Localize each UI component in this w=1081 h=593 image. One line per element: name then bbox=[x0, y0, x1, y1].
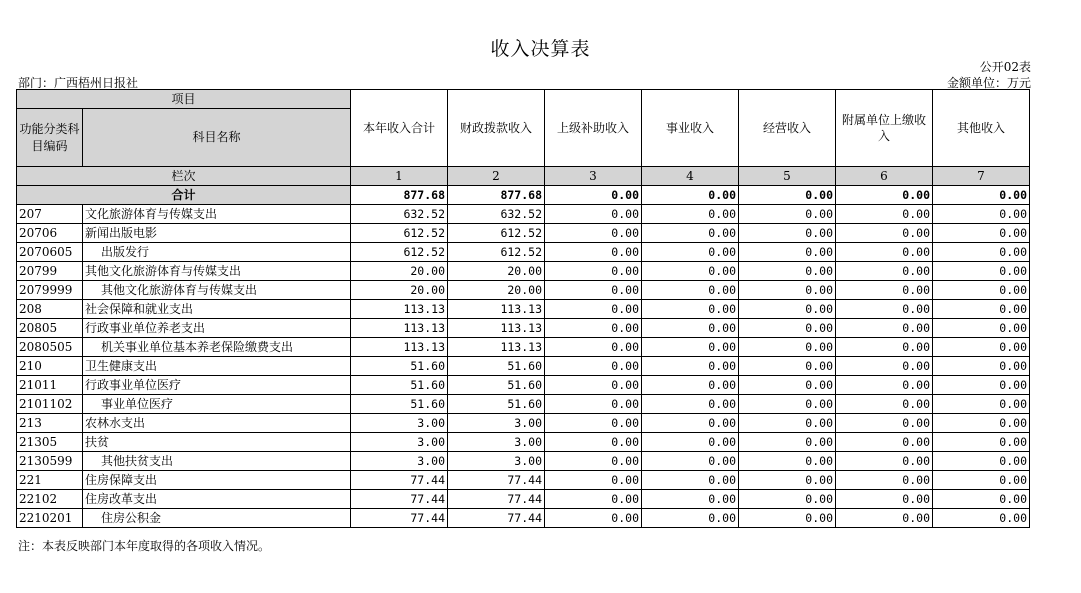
row-code: 213 bbox=[17, 414, 83, 433]
table-row bbox=[17, 471, 1030, 490]
row-value: 0.00 bbox=[836, 509, 933, 528]
row-value: 0.00 bbox=[933, 205, 1030, 224]
header-project: 项目 bbox=[17, 90, 351, 109]
row-value: 0.00 bbox=[739, 490, 836, 509]
row-value: 113.13 bbox=[351, 300, 448, 319]
table-row bbox=[17, 376, 1030, 395]
row-value: 0.00 bbox=[836, 490, 933, 509]
row-value: 113.13 bbox=[351, 338, 448, 357]
table-row bbox=[17, 490, 1030, 509]
row-subject-name: 住房保障支出 bbox=[83, 471, 351, 490]
row-value: 0.00 bbox=[739, 281, 836, 300]
col-number: 7 bbox=[933, 167, 1030, 186]
row-value: 3.00 bbox=[448, 414, 545, 433]
row-code: 20706 bbox=[17, 224, 83, 243]
table-row bbox=[17, 338, 1030, 357]
row-value: 0.00 bbox=[545, 300, 642, 319]
row-value: 0.00 bbox=[836, 262, 933, 281]
col-number: 2 bbox=[448, 167, 545, 186]
row-code: 208 bbox=[17, 300, 83, 319]
row-value: 0.00 bbox=[545, 433, 642, 452]
table-row bbox=[17, 205, 1030, 224]
row-value: 0.00 bbox=[836, 243, 933, 262]
row-value: 0.00 bbox=[933, 452, 1030, 471]
row-subject-name: 出版发行 bbox=[83, 243, 351, 262]
col-number: 1 bbox=[351, 167, 448, 186]
row-value: 113.13 bbox=[448, 338, 545, 357]
total-cell: 877.68 bbox=[448, 186, 545, 205]
row-code: 2101102 bbox=[17, 395, 83, 414]
row-code: 21305 bbox=[17, 433, 83, 452]
row-value: 51.60 bbox=[351, 376, 448, 395]
row-value: 0.00 bbox=[642, 205, 739, 224]
row-value: 0.00 bbox=[545, 471, 642, 490]
row-value: 0.00 bbox=[739, 338, 836, 357]
row-value: 0.00 bbox=[836, 319, 933, 338]
row-subject-name: 扶贫 bbox=[83, 433, 351, 452]
row-value: 0.00 bbox=[739, 224, 836, 243]
report-title: 收入决算表 bbox=[490, 38, 591, 60]
row-subject-name: 机关事业单位基本养老保险缴费支出 bbox=[83, 338, 351, 357]
row-value: 0.00 bbox=[836, 395, 933, 414]
row-code: 2210201 bbox=[17, 509, 83, 528]
footnote: 注：本表反映部门本年度取得的各项收入情况。 bbox=[18, 539, 271, 553]
row-value: 0.00 bbox=[739, 243, 836, 262]
row-value: 0.00 bbox=[739, 414, 836, 433]
row-value: 0.00 bbox=[836, 205, 933, 224]
row-value: 77.44 bbox=[448, 471, 545, 490]
row-code: 210 bbox=[17, 357, 83, 376]
row-value: 0.00 bbox=[933, 395, 1030, 414]
total-cell: 0.00 bbox=[642, 186, 739, 205]
row-subject-name: 农林水支出 bbox=[83, 414, 351, 433]
row-value: 20.00 bbox=[448, 281, 545, 300]
row-value: 0.00 bbox=[933, 224, 1030, 243]
row-value: 0.00 bbox=[545, 319, 642, 338]
row-value: 0.00 bbox=[545, 205, 642, 224]
row-value: 77.44 bbox=[448, 509, 545, 528]
row-code: 207 bbox=[17, 205, 83, 224]
department-label: 部门：广西梧州日报社 bbox=[18, 76, 139, 90]
table-row bbox=[17, 224, 1030, 243]
row-value: 0.00 bbox=[642, 357, 739, 376]
row-value: 0.00 bbox=[933, 338, 1030, 357]
table-row bbox=[17, 357, 1030, 376]
total-cell: 0.00 bbox=[545, 186, 642, 205]
row-value: 0.00 bbox=[933, 262, 1030, 281]
row-subject-name: 文化旅游体育与传媒支出 bbox=[83, 205, 351, 224]
row-value: 0.00 bbox=[739, 509, 836, 528]
row-value: 0.00 bbox=[739, 452, 836, 471]
row-value: 0.00 bbox=[933, 414, 1030, 433]
row-value: 0.00 bbox=[836, 338, 933, 357]
table-row bbox=[17, 433, 1030, 452]
row-code: 20805 bbox=[17, 319, 83, 338]
row-value: 77.44 bbox=[351, 471, 448, 490]
col-number: 4 bbox=[642, 167, 739, 186]
row-subject-name: 社会保障和就业支出 bbox=[83, 300, 351, 319]
header-col-4: 事业收入 bbox=[642, 90, 739, 167]
row-value: 0.00 bbox=[933, 319, 1030, 338]
header-col-1: 本年收入合计 bbox=[351, 90, 448, 167]
row-value: 0.00 bbox=[739, 471, 836, 490]
row-value: 0.00 bbox=[545, 414, 642, 433]
row-value: 51.60 bbox=[351, 357, 448, 376]
unit-label: 金额单位：万元 bbox=[946, 76, 1031, 90]
row-subject-name: 新闻出版电影 bbox=[83, 224, 351, 243]
row-subject-name: 住房改革支出 bbox=[83, 490, 351, 509]
row-value: 612.52 bbox=[351, 224, 448, 243]
row-value: 0.00 bbox=[739, 262, 836, 281]
total-row bbox=[17, 186, 1030, 205]
header-col-3: 上级补助收入 bbox=[545, 90, 642, 167]
row-subject-name: 事业单位医疗 bbox=[83, 395, 351, 414]
col-number: 3 bbox=[545, 167, 642, 186]
col-number: 6 bbox=[836, 167, 933, 186]
row-code: 21011 bbox=[17, 376, 83, 395]
total-label: 合计 bbox=[17, 186, 351, 205]
row-value: 0.00 bbox=[933, 433, 1030, 452]
row-value: 0.00 bbox=[642, 376, 739, 395]
header-col-6: 附属单位上缴收入 bbox=[836, 90, 933, 167]
row-value: 0.00 bbox=[933, 281, 1030, 300]
row-value: 0.00 bbox=[836, 452, 933, 471]
row-code: 2130599 bbox=[17, 452, 83, 471]
row-value: 0.00 bbox=[836, 224, 933, 243]
row-value: 0.00 bbox=[933, 471, 1030, 490]
table-row bbox=[17, 262, 1030, 281]
row-value: 0.00 bbox=[836, 414, 933, 433]
row-value: 0.00 bbox=[933, 509, 1030, 528]
header-row-label: 栏次 bbox=[17, 167, 351, 186]
row-value: 0.00 bbox=[642, 452, 739, 471]
row-subject-name: 其他扶贫支出 bbox=[83, 452, 351, 471]
row-value: 0.00 bbox=[545, 224, 642, 243]
table-row bbox=[17, 452, 1030, 471]
total-cell: 0.00 bbox=[933, 186, 1030, 205]
header-col-7: 其他收入 bbox=[933, 90, 1030, 167]
row-value: 0.00 bbox=[545, 452, 642, 471]
row-code: 2079999 bbox=[17, 281, 83, 300]
row-value: 0.00 bbox=[642, 281, 739, 300]
row-code: 22102 bbox=[17, 490, 83, 509]
row-value: 0.00 bbox=[545, 509, 642, 528]
row-value: 0.00 bbox=[836, 357, 933, 376]
row-subject-name: 卫生健康支出 bbox=[83, 357, 351, 376]
row-value: 51.60 bbox=[448, 395, 545, 414]
row-value: 0.00 bbox=[642, 433, 739, 452]
row-value: 0.00 bbox=[545, 281, 642, 300]
row-value: 612.52 bbox=[351, 243, 448, 262]
row-value: 77.44 bbox=[351, 509, 448, 528]
row-value: 77.44 bbox=[448, 490, 545, 509]
row-value: 113.13 bbox=[448, 300, 545, 319]
row-value: 0.00 bbox=[933, 376, 1030, 395]
income-table bbox=[16, 89, 1030, 528]
row-subject-name: 行政事业单位养老支出 bbox=[83, 319, 351, 338]
row-value: 0.00 bbox=[642, 224, 739, 243]
row-code: 20799 bbox=[17, 262, 83, 281]
row-value: 0.00 bbox=[739, 433, 836, 452]
row-value: 0.00 bbox=[739, 319, 836, 338]
row-value: 3.00 bbox=[351, 452, 448, 471]
table-row bbox=[17, 243, 1030, 262]
row-value: 0.00 bbox=[933, 357, 1030, 376]
row-value: 0.00 bbox=[545, 490, 642, 509]
row-value: 0.00 bbox=[933, 490, 1030, 509]
row-value: 0.00 bbox=[739, 205, 836, 224]
total-cell: 877.68 bbox=[351, 186, 448, 205]
row-value: 632.52 bbox=[448, 205, 545, 224]
row-value: 0.00 bbox=[642, 262, 739, 281]
total-cell: 0.00 bbox=[836, 186, 933, 205]
row-value: 0.00 bbox=[836, 281, 933, 300]
row-value: 0.00 bbox=[545, 395, 642, 414]
row-value: 51.60 bbox=[448, 376, 545, 395]
table-row bbox=[17, 319, 1030, 338]
header-col-2: 财政拨款收入 bbox=[448, 90, 545, 167]
row-code: 2080505 bbox=[17, 338, 83, 357]
row-value: 0.00 bbox=[836, 433, 933, 452]
row-value: 113.13 bbox=[448, 319, 545, 338]
row-value: 612.52 bbox=[448, 224, 545, 243]
row-value: 3.00 bbox=[351, 433, 448, 452]
table-row bbox=[17, 300, 1030, 319]
row-subject-name: 其他文化旅游体育与传媒支出 bbox=[83, 262, 351, 281]
row-value: 612.52 bbox=[448, 243, 545, 262]
total-cell: 0.00 bbox=[739, 186, 836, 205]
row-value: 0.00 bbox=[642, 490, 739, 509]
row-value: 20.00 bbox=[351, 281, 448, 300]
row-value: 3.00 bbox=[448, 452, 545, 471]
row-value: 0.00 bbox=[933, 300, 1030, 319]
table-row bbox=[17, 509, 1030, 528]
row-value: 0.00 bbox=[642, 509, 739, 528]
row-value: 77.44 bbox=[351, 490, 448, 509]
row-value: 0.00 bbox=[545, 376, 642, 395]
row-value: 0.00 bbox=[836, 376, 933, 395]
row-value: 20.00 bbox=[448, 262, 545, 281]
row-value: 0.00 bbox=[545, 338, 642, 357]
row-value: 0.00 bbox=[642, 395, 739, 414]
row-value: 0.00 bbox=[933, 243, 1030, 262]
row-code: 2070605 bbox=[17, 243, 83, 262]
row-value: 0.00 bbox=[545, 243, 642, 262]
header-col-5: 经营收入 bbox=[739, 90, 836, 167]
header-func-code: 功能分类科目编码 bbox=[17, 109, 83, 167]
row-value: 3.00 bbox=[448, 433, 545, 452]
row-value: 0.00 bbox=[642, 338, 739, 357]
row-value: 3.00 bbox=[351, 414, 448, 433]
header-subject-name: 科目名称 bbox=[83, 109, 351, 167]
row-value: 0.00 bbox=[642, 300, 739, 319]
col-number: 5 bbox=[739, 167, 836, 186]
row-value: 0.00 bbox=[739, 357, 836, 376]
row-code: 221 bbox=[17, 471, 83, 490]
row-value: 0.00 bbox=[642, 414, 739, 433]
row-subject-name: 住房公积金 bbox=[83, 509, 351, 528]
table-row bbox=[17, 414, 1030, 433]
row-value: 0.00 bbox=[545, 262, 642, 281]
row-value: 0.00 bbox=[836, 300, 933, 319]
row-value: 20.00 bbox=[351, 262, 448, 281]
row-subject-name: 行政事业单位医疗 bbox=[83, 376, 351, 395]
row-value: 113.13 bbox=[351, 319, 448, 338]
table-row bbox=[17, 281, 1030, 300]
row-value: 0.00 bbox=[642, 471, 739, 490]
row-value: 0.00 bbox=[739, 395, 836, 414]
table-code: 公开02表 bbox=[979, 60, 1031, 74]
row-value: 51.60 bbox=[351, 395, 448, 414]
row-value: 0.00 bbox=[739, 300, 836, 319]
row-value: 0.00 bbox=[642, 243, 739, 262]
row-subject-name: 其他文化旅游体育与传媒支出 bbox=[83, 281, 351, 300]
row-value: 51.60 bbox=[448, 357, 545, 376]
row-value: 0.00 bbox=[642, 319, 739, 338]
row-value: 0.00 bbox=[836, 471, 933, 490]
row-value: 632.52 bbox=[351, 205, 448, 224]
row-value: 0.00 bbox=[739, 376, 836, 395]
table-row bbox=[17, 395, 1030, 414]
row-value: 0.00 bbox=[545, 357, 642, 376]
